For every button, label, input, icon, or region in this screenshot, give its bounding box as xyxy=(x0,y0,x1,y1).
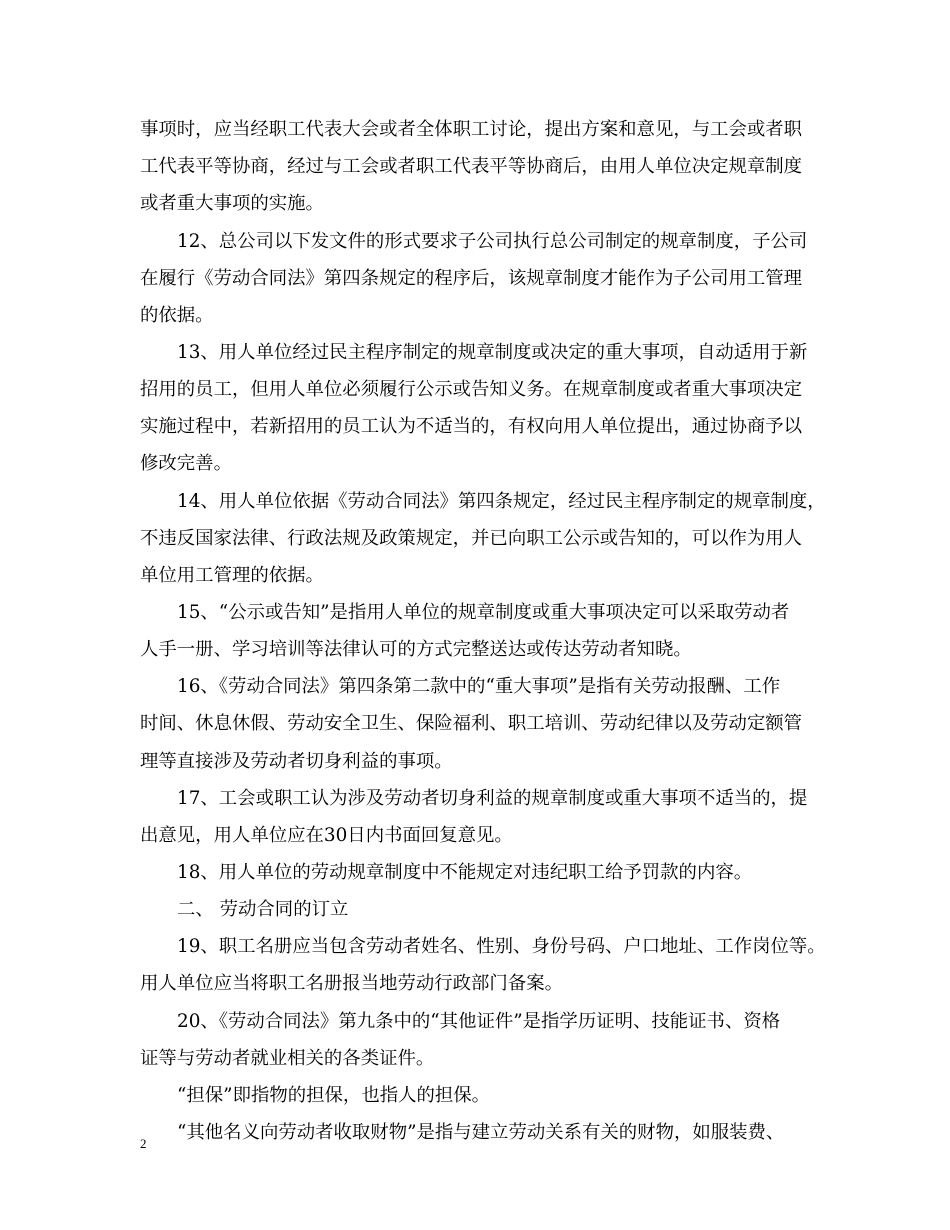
text-line: 14、用人单位依据《劳动合同法》第四条规定，经过民主程序制定的规章制度， xyxy=(177,491,826,512)
text-line: 出意见，用人单位应在30日内书面回复意见。 xyxy=(140,825,513,846)
text-line: 人手一册、学习培训等法律认可的方式完整送达或传达劳动者知晓。 xyxy=(140,639,692,660)
text-line: 15、“公示或告知”是指用人单位的规章制度或重大事项决定可以采取劳动者 xyxy=(177,602,790,623)
text-line: 实施过程中，若新招用的员工认为不适当的，有权向用人单位提出，通过协商予以 xyxy=(140,416,803,437)
text-line: 修改完善。 xyxy=(140,453,232,474)
text-line: 18、用人单位的劳动规章制度中不能规定对违纪职工给予罚款的内容。 xyxy=(177,862,753,883)
text-line: 13、用人单位经过民主程序制定的规章制度或决定的重大事项，自动适用于新 xyxy=(177,342,808,363)
text-line: 16、《劳动合同法》第四条第二款中的“重大事项”是指有关劳动报酬、工作 xyxy=(177,676,781,697)
text-line: 17、工会或职工认为涉及劳动者切身利益的规章制度或重大事项不适当的，提 xyxy=(177,788,808,809)
text-line: 在履行《劳动合同法》第四条规定的程序后，该规章制度才能作为子公司用工管理 xyxy=(140,268,803,289)
text-line: 理等直接涉及劳动者切身利益的事项。 xyxy=(140,751,453,772)
text-line: 12、总公司以下发文件的形式要求子公司执行总公司制定的规章制度，子公司 xyxy=(177,231,808,252)
text-line: “其他名义向劳动者收取财物”是指与建立劳动关系有关的财物，如服装费、 xyxy=(177,1122,785,1143)
text-line: 不违反国家法律、行政法规及政策规定，并已向职工公示或告知的，可以作为用人 xyxy=(140,528,803,549)
text-line: 事项时，应当经职工代表大会或者全体职工讨论，提出方案和意见，与工会或者职 xyxy=(140,119,803,140)
text-line: 单位用工管理的依据。 xyxy=(140,565,324,586)
text-line: 工代表平等协商，经过与工会或者职工代表平等协商后，由用人单位决定规章制度 xyxy=(140,156,803,177)
text-line: 的依据。 xyxy=(140,305,214,326)
page-number: 2 xyxy=(140,1136,147,1151)
text-line: 招用的员工，但用人单位必须履行公示或告知义务。在规章制度或者重大事项决定 xyxy=(140,379,803,400)
section-heading: 二、 劳动合同的订立 xyxy=(177,899,349,920)
text-line: 20、《劳动合同法》第九条中的“其他证件”是指学历证明、技能证书、资格 xyxy=(177,1011,781,1032)
text-line: “担保”即指物的担保，也指人的担保。 xyxy=(177,1085,491,1106)
text-line: 时间、休息休假、劳动安全卫生、保险福利、职工培训、劳动纪律以及劳动定额管 xyxy=(140,713,803,734)
text-line: 或者重大事项的实施。 xyxy=(140,193,324,214)
text-line: 19、职工名册应当包含劳动者姓名、性别、身份号码、户口地址、工作岗位等。 xyxy=(177,936,826,957)
text-line: 用人单位应当将职工名册报当地劳动行政部门备案。 xyxy=(140,973,563,994)
text-line: 证等与劳动者就业相关的各类证件。 xyxy=(140,1048,435,1069)
